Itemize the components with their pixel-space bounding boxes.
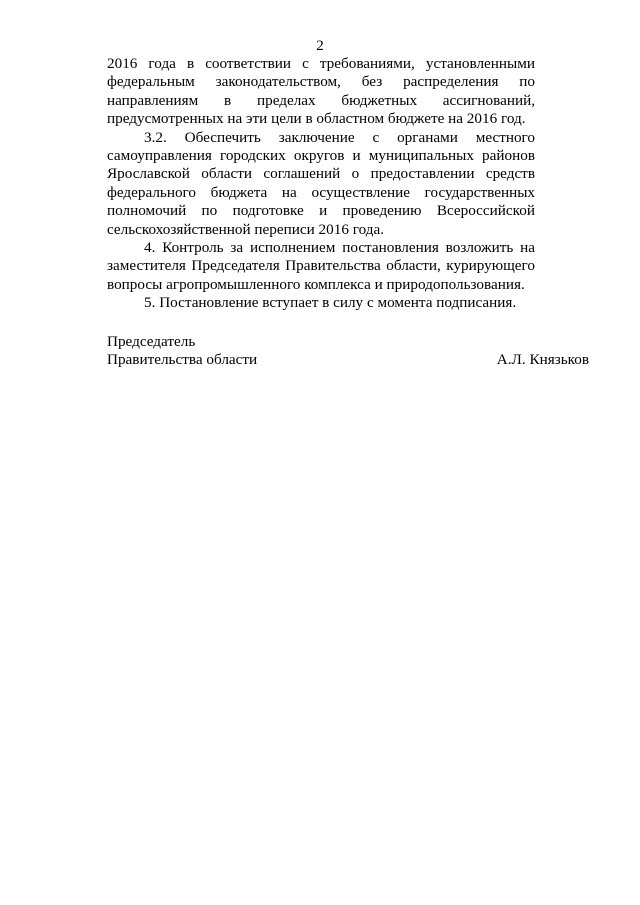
paragraph-5: 5. Постановление вступает в силу с момента подписания. — [144, 294, 517, 312]
document-body — [107, 55, 535, 313]
signature-block — [107, 333, 589, 370]
signature-title-line2: Правительства области — [107, 351, 258, 369]
page-number: 2 — [316, 38, 324, 54]
paragraph-continuation: 2016 года в соответствии с требованиями, установленными федеральным законодательством, без распределения по направлениям в пределах бюджетных ассигнований, предусмотренных на эти цели в областном бюджете на 2016 год. — [107, 55, 535, 128]
signature-title-line1: Председатель — [107, 333, 196, 350]
paragraph-3-2: 3.2. Обеспечить заключение с органами местного самоуправления городских округов и муниципальных районов Ярославской области соглашений о предоставлении средств федерального бюджета на осуществление государственных полномочий по подготовке и проведению Всероссийской сельскохозяйственной переписи 2016 года. — [107, 128, 535, 238]
signature-row — [107, 351, 589, 369]
signatory-name: А.Л. Князьков — [496, 351, 589, 369]
paragraph-4: 4. Контроль за исполнением постановления возложить на заместителя Председателя Правительства области, курирующего вопросы агропромышленного комплекса и природопользования. — [107, 239, 535, 293]
